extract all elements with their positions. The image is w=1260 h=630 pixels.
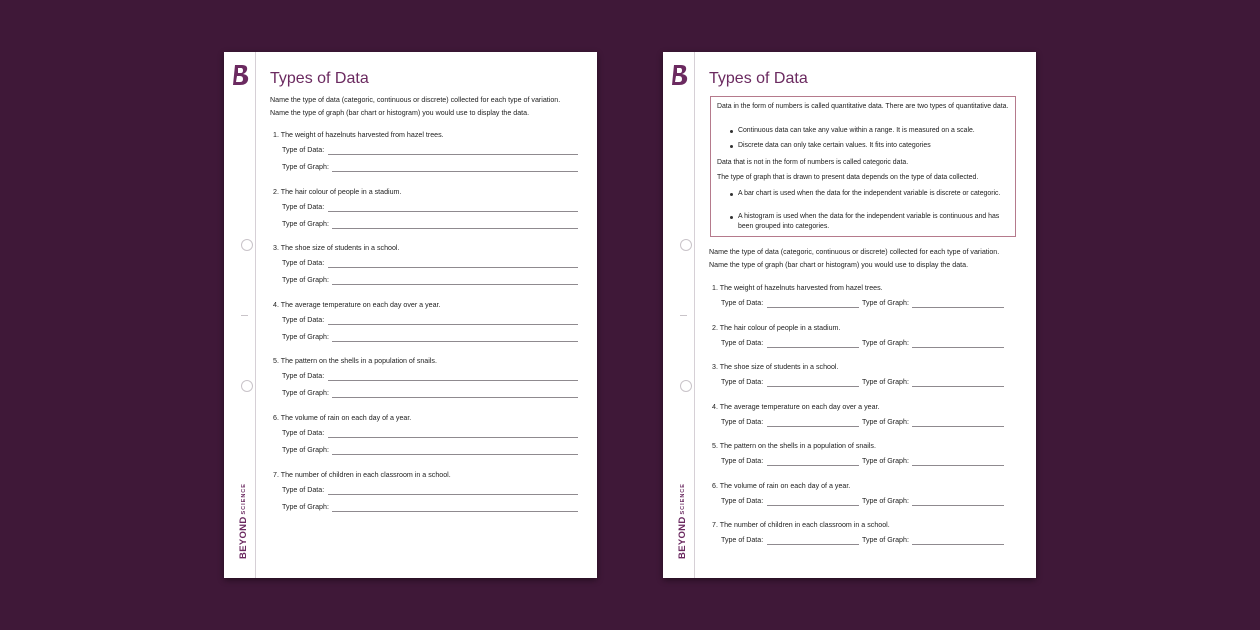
graph-type-answer-line[interactable] bbox=[912, 307, 1004, 308]
data-type-answer-line[interactable] bbox=[328, 437, 578, 438]
bullet-dot bbox=[730, 216, 733, 219]
graph-type-label: Type of Graph: bbox=[862, 378, 909, 386]
punch-hole bbox=[680, 380, 692, 392]
question-text: 3. The shoe size of students in a school. bbox=[712, 363, 839, 371]
worksheet-page-right bbox=[663, 52, 1036, 578]
question-text: 4. The average temperature on each day over a year. bbox=[712, 402, 880, 411]
info-box bbox=[710, 96, 1016, 237]
graph-type-answer-line[interactable] bbox=[332, 511, 578, 512]
question-text: 1. The weight of hazelnuts harvested from hazel trees. bbox=[712, 284, 883, 292]
data-type-answer-line[interactable] bbox=[767, 465, 859, 466]
question-text: 3. The shoe size of students in a school. bbox=[273, 244, 400, 253]
graph-type-label: Type of Graph: bbox=[282, 163, 329, 171]
graph-type-answer-line[interactable] bbox=[912, 386, 1004, 387]
punch-hole bbox=[241, 239, 253, 251]
brand-vertical-logo: BEYONDSCIENCE bbox=[677, 483, 688, 559]
graph-type-label: Type of Graph: bbox=[282, 219, 329, 228]
info-bullet: A histogram is used when the data for the independent variable is continuous and has been grouped into categories. bbox=[738, 213, 1000, 230]
graph-type-label: Type of Graph: bbox=[862, 536, 909, 544]
data-type-label: Type of Data: bbox=[282, 315, 325, 324]
graph-type-answer-line[interactable] bbox=[912, 505, 1004, 506]
punch-hole bbox=[241, 380, 253, 392]
punch-hole bbox=[680, 239, 692, 251]
graph-type-label: Type of Graph: bbox=[862, 338, 909, 347]
data-type-answer-line[interactable] bbox=[767, 426, 859, 427]
data-type-label: Type of Data: bbox=[721, 417, 764, 426]
graph-type-answer-line[interactable] bbox=[912, 347, 1004, 348]
data-type-label: Type of Data: bbox=[282, 259, 325, 268]
question-text: 2. The hair colour of people in a stadium. bbox=[273, 187, 402, 196]
fold-mark bbox=[680, 315, 687, 316]
data-type-answer-line[interactable] bbox=[328, 494, 578, 495]
graph-type-answer-line[interactable] bbox=[332, 397, 578, 398]
instruction-line: Name the type of graph (bar chart or histogram) you would use to display the data. bbox=[709, 261, 969, 269]
info-graph-intro: The type of graph that is drawn to present data depends on the type of data collected. bbox=[717, 174, 979, 181]
data-type-label: Type of Data: bbox=[721, 457, 764, 465]
question-text: 5. The pattern on the shells in a population of snails. bbox=[273, 357, 437, 366]
data-type-label: Type of Data: bbox=[282, 202, 325, 211]
brand-vertical-logo: BEYONDSCIENCE bbox=[238, 483, 249, 559]
question-text: 7. The number of children in each classroom in a school. bbox=[712, 521, 890, 529]
beyond-logo-icon bbox=[671, 64, 689, 86]
question-text: 2. The hair colour of people in a stadium. bbox=[712, 323, 841, 332]
data-type-label: Type of Data: bbox=[721, 536, 764, 544]
instruction-line: Name the type of data (categoric, continuous or discrete) collected for each type of variation. bbox=[270, 96, 561, 104]
instruction-line: Name the type of data (categoric, continuous or discrete) collected for each type of variation. bbox=[709, 248, 1000, 256]
data-type-answer-line[interactable] bbox=[767, 544, 859, 545]
fold-mark bbox=[241, 315, 248, 316]
info-bullet: A bar chart is used when the data for the independent variable is discrete or categoric. bbox=[738, 190, 1001, 197]
data-type-answer-line[interactable] bbox=[328, 267, 578, 268]
graph-type-label: Type of Graph: bbox=[282, 276, 329, 285]
info-bullet: Discrete data can only take certain values. It fits into categories bbox=[738, 142, 931, 149]
data-type-label: Type of Data: bbox=[721, 299, 764, 307]
instruction-line: Name the type of graph (bar chart or histogram) you would use to display the data. bbox=[270, 109, 530, 117]
question-text: 6. The volume of rain on each day of a year. bbox=[273, 414, 412, 422]
info-bullet: Continuous data can take any value within a range. It is measured on a scale. bbox=[738, 127, 975, 134]
graph-type-label: Type of Graph: bbox=[282, 332, 329, 341]
graph-type-answer-line[interactable] bbox=[332, 341, 578, 342]
bullet-dot bbox=[730, 145, 733, 148]
question-text: 6. The volume of rain on each day of a year. bbox=[712, 481, 851, 490]
data-type-label: Type of Data: bbox=[282, 146, 325, 154]
graph-type-label: Type of Graph: bbox=[282, 502, 329, 511]
bullet-dot bbox=[730, 130, 733, 133]
worksheet-page-left bbox=[224, 52, 597, 578]
graph-type-label: Type of Graph: bbox=[862, 457, 909, 465]
page-title: Types of Data bbox=[709, 70, 808, 87]
graph-type-label: Type of Graph: bbox=[282, 446, 329, 454]
data-type-answer-line[interactable] bbox=[328, 324, 578, 325]
data-type-label: Type of Data: bbox=[721, 338, 764, 347]
graph-type-answer-line[interactable] bbox=[332, 454, 578, 455]
bullet-dot bbox=[730, 193, 733, 196]
graph-type-label: Type of Graph: bbox=[862, 299, 909, 307]
graph-type-answer-line[interactable] bbox=[332, 171, 578, 172]
graph-type-answer-line[interactable] bbox=[332, 228, 578, 229]
data-type-label: Type of Data: bbox=[282, 372, 325, 381]
question-text: 7. The number of children in each classroom in a school. bbox=[273, 470, 451, 479]
data-type-answer-line[interactable] bbox=[767, 307, 859, 308]
data-type-answer-line[interactable] bbox=[328, 154, 578, 155]
graph-type-answer-line[interactable] bbox=[912, 465, 1004, 466]
question-text: 5. The pattern on the shells in a population of snails. bbox=[712, 442, 876, 450]
data-type-label: Type of Data: bbox=[721, 378, 764, 386]
data-type-label: Type of Data: bbox=[721, 496, 764, 505]
data-type-label: Type of Data: bbox=[282, 485, 325, 494]
graph-type-answer-line[interactable] bbox=[912, 426, 1004, 427]
data-type-answer-line[interactable] bbox=[328, 211, 578, 212]
graph-type-label: Type of Graph: bbox=[282, 389, 329, 398]
data-type-label: Type of Data: bbox=[282, 429, 325, 437]
graph-type-label: Type of Graph: bbox=[862, 496, 909, 505]
page-title: Types of Data bbox=[270, 70, 369, 87]
question-text: 1. The weight of hazelnuts harvested from hazel trees. bbox=[273, 131, 444, 139]
graph-type-label: Type of Graph: bbox=[862, 417, 909, 426]
info-intro: Data in the form of numbers is called quantitative data. There are two types of quantitative data. bbox=[717, 103, 1009, 110]
data-type-answer-line[interactable] bbox=[328, 380, 578, 381]
question-text: 4. The average temperature on each day over a year. bbox=[273, 300, 441, 309]
graph-type-answer-line[interactable] bbox=[912, 544, 1004, 545]
data-type-answer-line[interactable] bbox=[767, 347, 859, 348]
info-categoric: Data that is not in the form of numbers is called categoric data. bbox=[717, 159, 909, 166]
graph-type-answer-line[interactable] bbox=[332, 284, 578, 285]
data-type-answer-line[interactable] bbox=[767, 386, 859, 387]
data-type-answer-line[interactable] bbox=[767, 505, 859, 506]
beyond-logo-icon bbox=[232, 64, 250, 86]
